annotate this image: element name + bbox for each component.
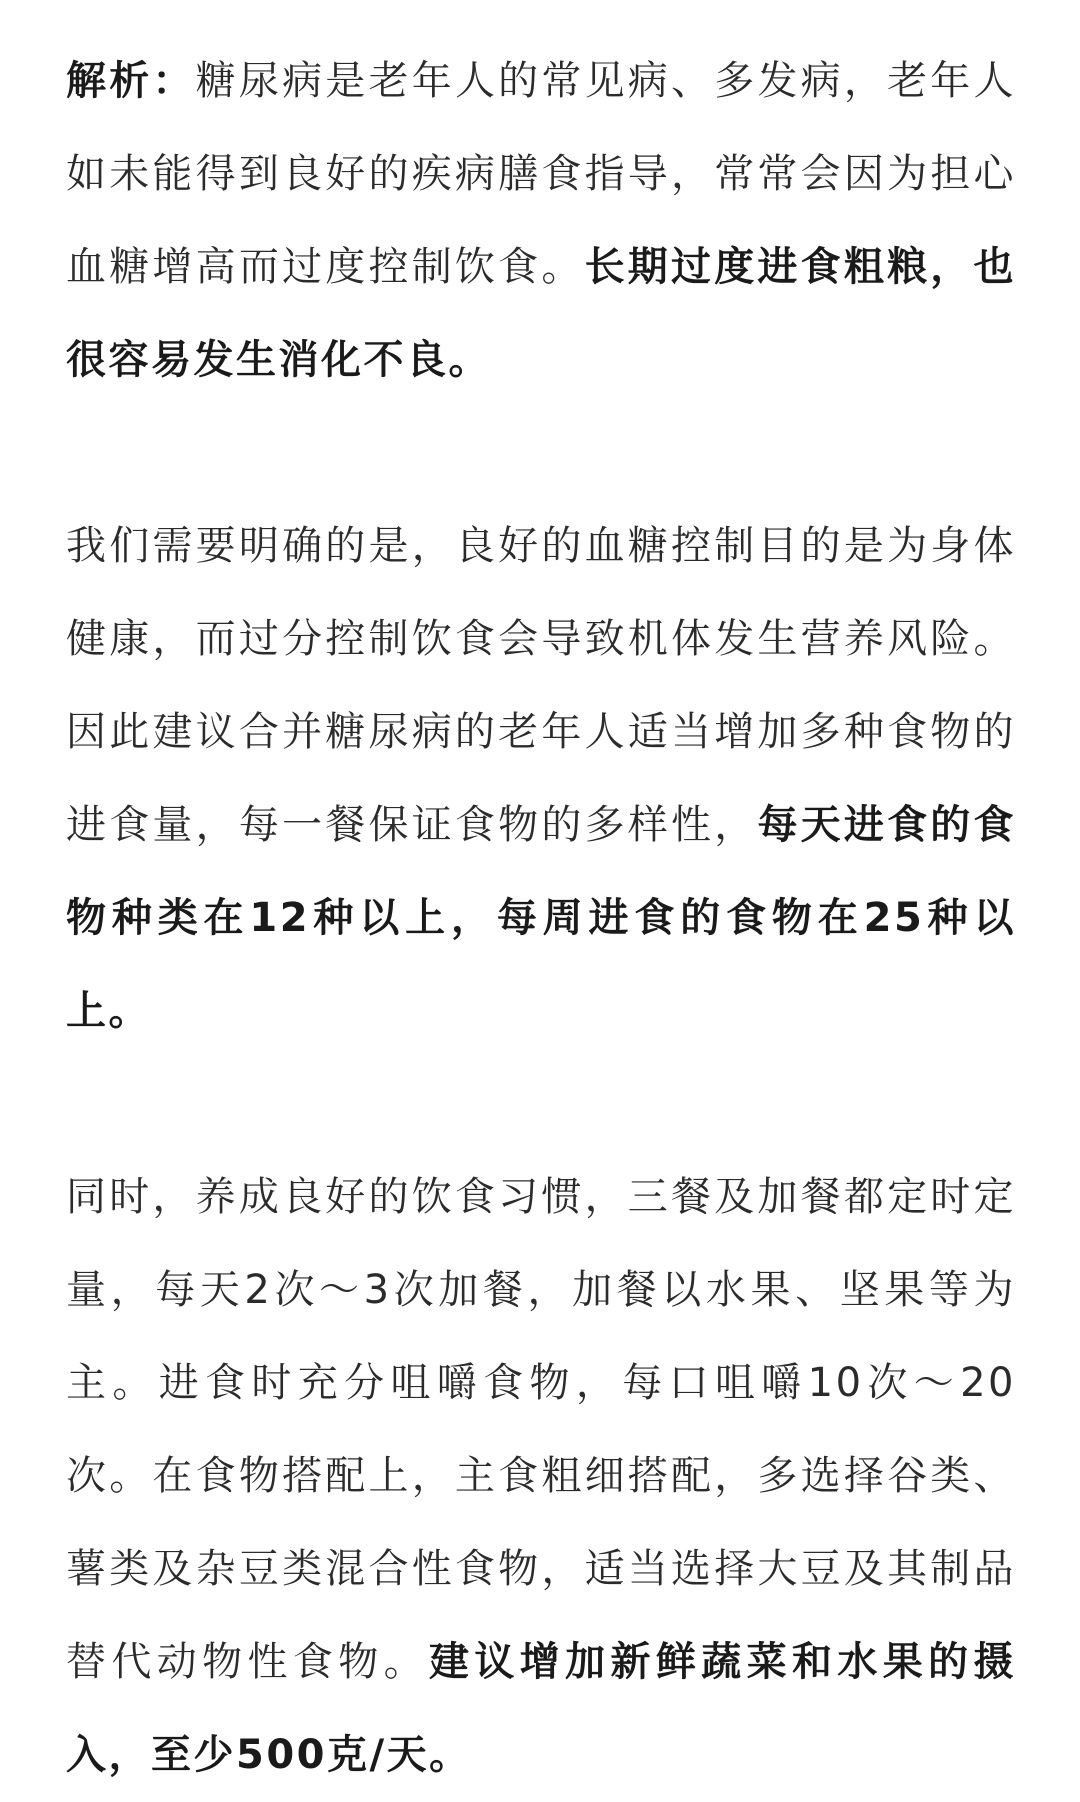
analysis-paragraph	[66, 35, 1016, 407]
paragraph-text: 同时，养成良好的饮食习惯，三餐及加餐都定时定量，每天2次～3次加餐，加餐以水果、坚果等为主。进食时充分咀嚼食物，每口咀嚼10次～20次。在食物搭配上，主食粗细搭配，多选择谷类、薯类及杂豆类混合性食物，适当选择大豆及其制品替代动物性食物。	[66, 1174, 1016, 1685]
eating-habits-paragraph	[66, 1151, 1016, 1802]
paragraph-emphasis: 建议增加新鲜蔬菜和水果的摄入，至少500克/天。	[66, 1639, 1016, 1778]
paragraph-text: 糖尿病是老年人的常见病、多发病，老年人如未能得到良好的疾病膳食指导，常常会因为担心血糖增高而过度控制饮食。	[66, 58, 1017, 290]
analysis-label: 解析：	[66, 58, 196, 104]
paragraph-text: 我们需要明确的是，良好的血糖控制目的是为身体健康，而过分控制饮食会导致机体发生营养风险。因此建议合并糖尿病的老年人适当增加多种食物的进食量，每一餐保证食物的多样性，	[66, 523, 1016, 848]
paragraph-emphasis: 每天进食的食物种类在12种以上，每周进食的食物在25种以上。	[66, 802, 1017, 1034]
paragraph-emphasis: 长期过度进食粗粮，也很容易发生消化不良。	[66, 244, 1017, 383]
article-body	[66, 35, 1016, 1802]
diet-variety-paragraph	[66, 500, 1016, 1058]
